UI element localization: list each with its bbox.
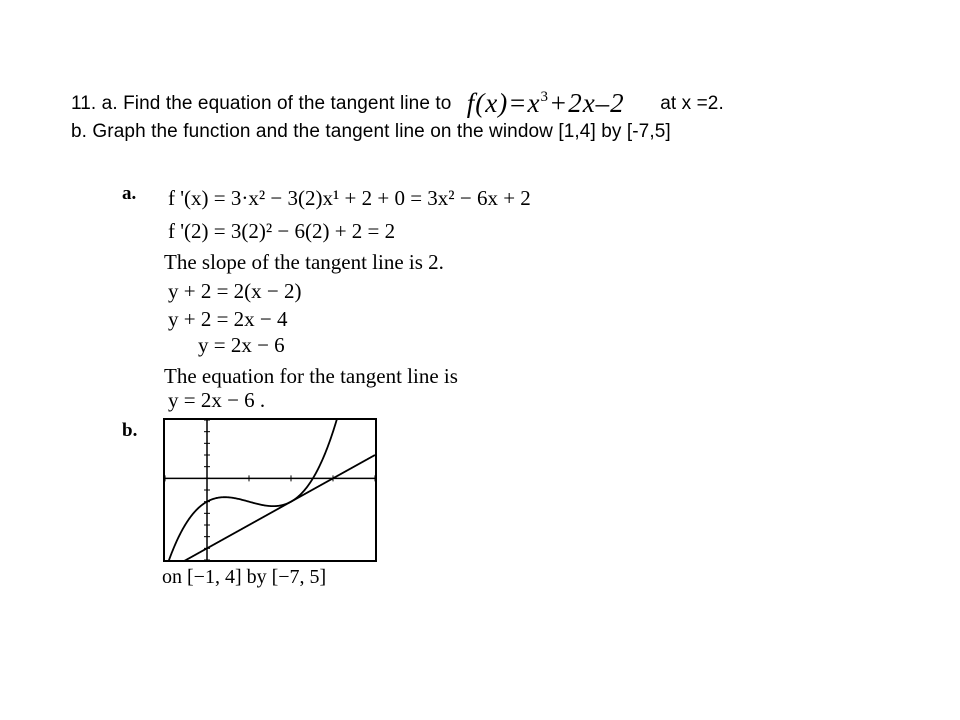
question-suffix: at x =2. [660,93,724,114]
graph-frame [164,419,376,561]
point-slope-step: y + 2 = 2(x − 2) [168,279,302,303]
conclusion-statement: The equation for the tangent line is [164,364,458,388]
derivative-step: f '(x) = 3·x² − 3(2)x¹ + 2 + 0 = 3x² − 6x + 2 [168,186,531,210]
expand-step: y + 2 = 2x − 4 [168,307,288,331]
function-expression: $f(x)=x^3+2x-2$ [466,88,625,118]
derivative-at-2-step: f '(2) = 3(2)² − 6(2) + 2 = 2 [168,219,396,243]
part-b-label: b. [122,420,138,441]
slope-statement: The slope of the tangent line is 2. [164,250,444,274]
graph-window-caption: on [−1, 4] by [−7, 5] [162,566,327,588]
question-line-1 [71,88,724,119]
function-graph [163,418,377,562]
part-a-label: a. [122,183,137,204]
tangent-equation: y = 2x − 6 . [168,388,266,412]
question-prefix: 11. a. Find the equation of the tangent line to [71,93,452,114]
question-line-2: b. Graph the function and the tangent line on the window [1,4] by [-7,5] [71,121,671,142]
solve-step: y = 2x − 6 [198,333,285,357]
